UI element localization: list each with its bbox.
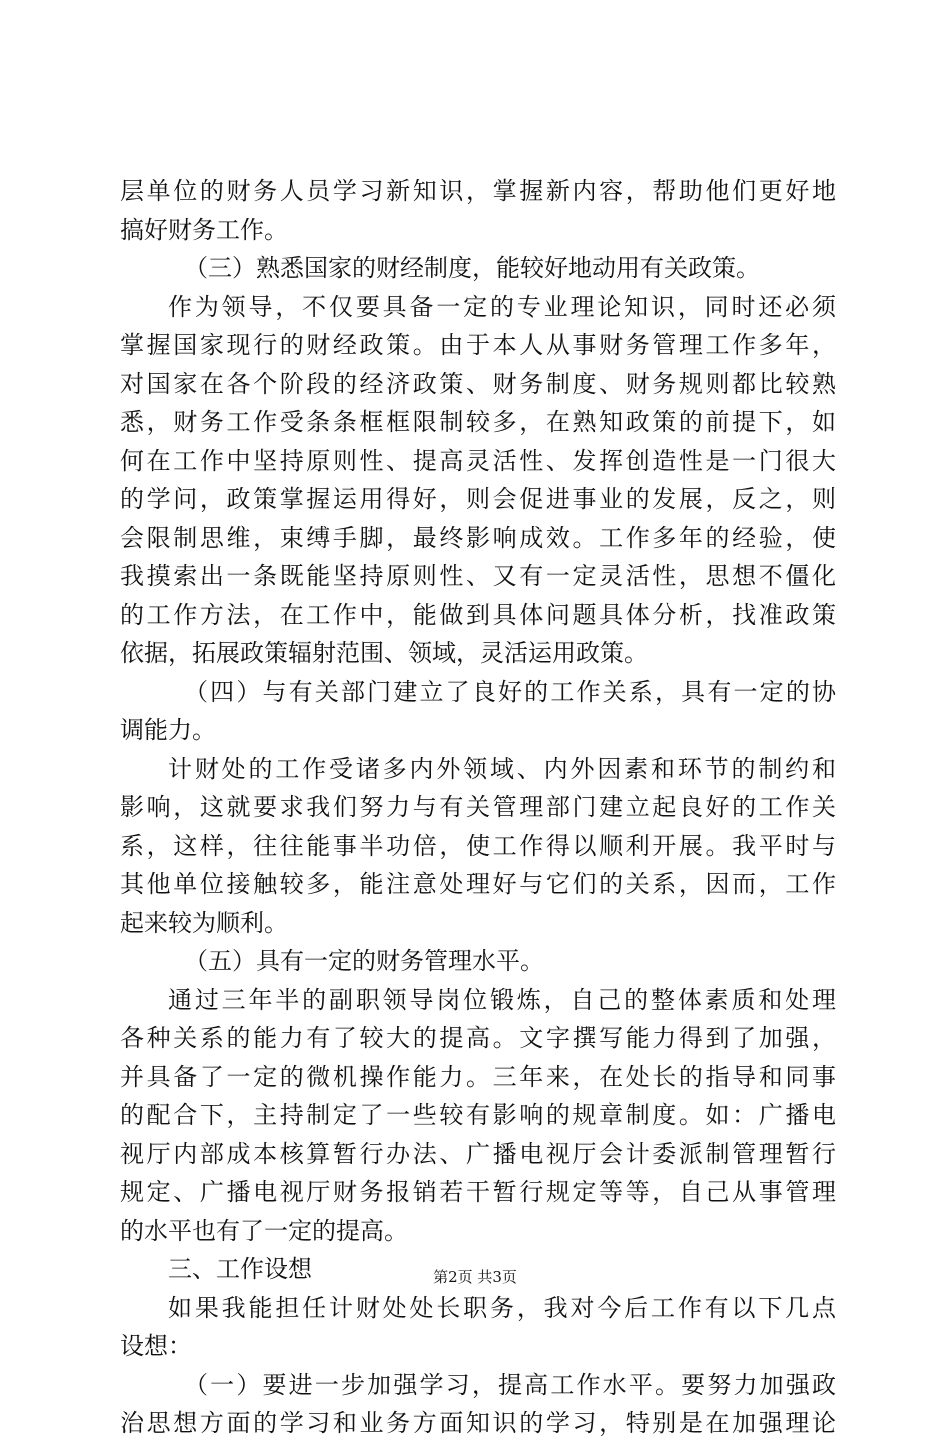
- text-line: 层单位的财务人员学习新知识，掌握新内容，帮助他们更好地: [120, 177, 836, 205]
- text-line: 如果我能担任计财处处长职务，我对今后工作有以下几点: [168, 1293, 836, 1322]
- text-line: 通过三年半的副职领导岗位锻炼，自己的整体素质和处理: [168, 985, 836, 1014]
- text-line: 影响，这就要求我们努力与有关管理部门建立起良好的工作关: [120, 793, 836, 821]
- text-line: 设想：: [120, 1332, 192, 1360]
- text-line: 视厅内部成本核算暂行办法、广播电视厅会计委派制管理暂行: [120, 1139, 836, 1168]
- text-line: 何在工作中坚持原则性、提高灵活性、发挥创造性是一门很大: [120, 446, 836, 475]
- page-number-footer: 第2页 共3页: [433, 1268, 517, 1286]
- text-line: 各种关系的能力有了较大的提高。文字撰写能力得到了加强，: [120, 1024, 836, 1052]
- text-line: 规定、广播电视厅财务报销若干暂行规定等等，自己从事管理: [120, 1178, 836, 1206]
- section-heading: （四）与有关部门建立了良好的工作关系，具有一定的协: [184, 677, 836, 706]
- text-line: 调能力。: [120, 716, 216, 744]
- text-line: 的水平也有了一定的提高。: [120, 1216, 408, 1245]
- text-line: 其他单位接触较多，能注意处理好与它们的关系，因而，工作: [120, 870, 836, 898]
- text-line: 计财处的工作受诸多内外领域、内外因素和环节的制约和: [168, 754, 836, 783]
- section-heading: （三）熟悉国家的财经制度，能较好地动用有关政策。: [184, 254, 760, 282]
- text-line: 治思想方面的学习和业务方面知识的学习，特别是在加强理论: [120, 1409, 836, 1437]
- section-heading: 三、工作设想: [168, 1255, 312, 1283]
- text-line: 的配合下，主持制定了一些较有影响的规章制度。如：广播电: [120, 1101, 836, 1129]
- text-line: 并具备了一定的微机操作能力。三年来，在处长的指导和同事: [120, 1062, 836, 1091]
- section-heading: （一）要进一步加强学习，提高工作水平。要努力加强政: [184, 1370, 836, 1399]
- text-line: 掌握国家现行的财经政策。由于本人从事财务管理工作多年，: [120, 331, 836, 359]
- document-body: [120, 172, 836, 1443]
- text-line: 对国家在各个阶段的经济政策、财务制度、财务规则都比较熟: [120, 369, 836, 398]
- text-line: 起来较为顺利。: [120, 908, 288, 937]
- text-line: 悉，财务工作受条条框框限制较多，在熟知政策的前提下，如: [120, 408, 836, 436]
- text-line: 会限制思维，束缚手脚，最终影响成效。工作多年的经验，使: [120, 523, 836, 552]
- section-heading: （五）具有一定的财务管理水平。: [184, 947, 544, 975]
- text-line: 的工作方法，在工作中，能做到具体问题具体分析，找准政策: [120, 600, 836, 629]
- text-line: 我摸索出一条既能坚持原则性、又有一定灵活性，思想不僵化: [120, 562, 836, 590]
- text-line: 作为领导，不仅要具备一定的专业理论知识，同时还必须: [168, 292, 836, 321]
- text-line: 依据，拓展政策辐射范围、领域，灵活运用政策。: [120, 639, 648, 667]
- text-line: 搞好财务工作。: [120, 215, 288, 244]
- text-line: 系，这样，往往能事半功倍，使工作得以顺利开展。我平时与: [120, 831, 836, 860]
- text-line: 的学问，政策掌握运用得好，则会促进事业的发展，反之，则: [120, 485, 836, 513]
